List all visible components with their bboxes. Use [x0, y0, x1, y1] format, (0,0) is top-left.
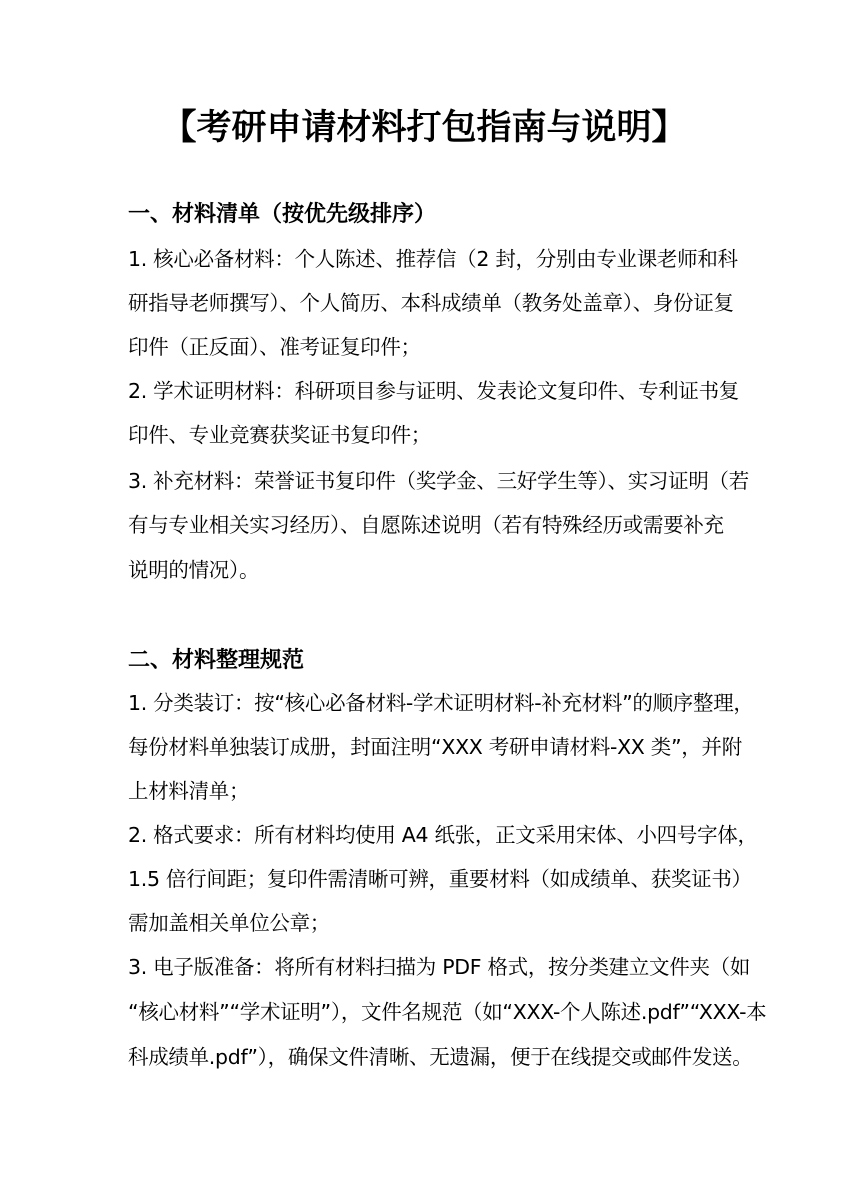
section-heading-materials-list: 一、材料清单（按优先级排序） — [128, 202, 437, 227]
document-title: 【考研申请材料打包指南与说明】 — [161, 108, 687, 148]
paragraph-line: 3. 补充材料：荣誉证书复印件（奖学金、三好学生等）、实习证明（若 — [128, 469, 749, 493]
paragraph-line: 科成绩单.pdf”），确保文件清晰、无遗漏，便于在线提交或邮件发送。 — [128, 1045, 753, 1069]
paragraph-line: 3. 电子版准备：将所有材料扫描为 PDF 格式，按分类建立文件夹（如 — [128, 955, 751, 979]
paragraph-line: 说明的情况）。 — [128, 558, 260, 582]
paragraph-line: 上材料清单； — [128, 779, 250, 803]
paragraph-line: “核心材料”“学术证明”），文件名规范（如“XXX-个人陈述.pdf”“XXX-本 — [128, 1000, 767, 1024]
paragraph-line: 1.5 倍行间距；复印件需清晰可辨，重要材料（如成绩单、获奖证书） — [128, 867, 752, 891]
section-heading-organization-rules: 二、材料整理规范 — [128, 648, 305, 673]
paragraph-line: 有与专业相关实习经历）、自愿陈述说明（若有特殊经历或需要补充 — [128, 513, 724, 537]
paragraph-line: 每份材料单独装订成册，封面注明“XXX 考研申请材料-XX 类”，并附 — [128, 735, 742, 759]
paragraph-line: 1. 核心必备材料：个人陈述、推荐信（2 封，分别由专业课老师和科 — [128, 247, 738, 271]
paragraph-line: 研指导老师撰写）、个人简历、本科成绩单（教务处盖章）、身份证复 — [128, 291, 734, 315]
paragraph-line: 需加盖相关单位公章； — [128, 911, 330, 935]
paragraph-line: 印件（正反面）、准考证复印件； — [128, 335, 421, 359]
paragraph-line: 印件、专业竞赛获奖证书复印件； — [128, 423, 431, 447]
paragraph-line: 1. 分类装订：按“核心必备材料-学术证明材料-补充材料”的顺序整理， — [128, 691, 754, 715]
paragraph-line: 2. 学术证明材料：科研项目参与证明、发表论文复印件、专利证书复 — [128, 379, 739, 403]
paragraph-line: 2. 格式要求：所有材料均使用 A4 纸张，正文采用宋体、小四号字体， — [128, 823, 758, 847]
